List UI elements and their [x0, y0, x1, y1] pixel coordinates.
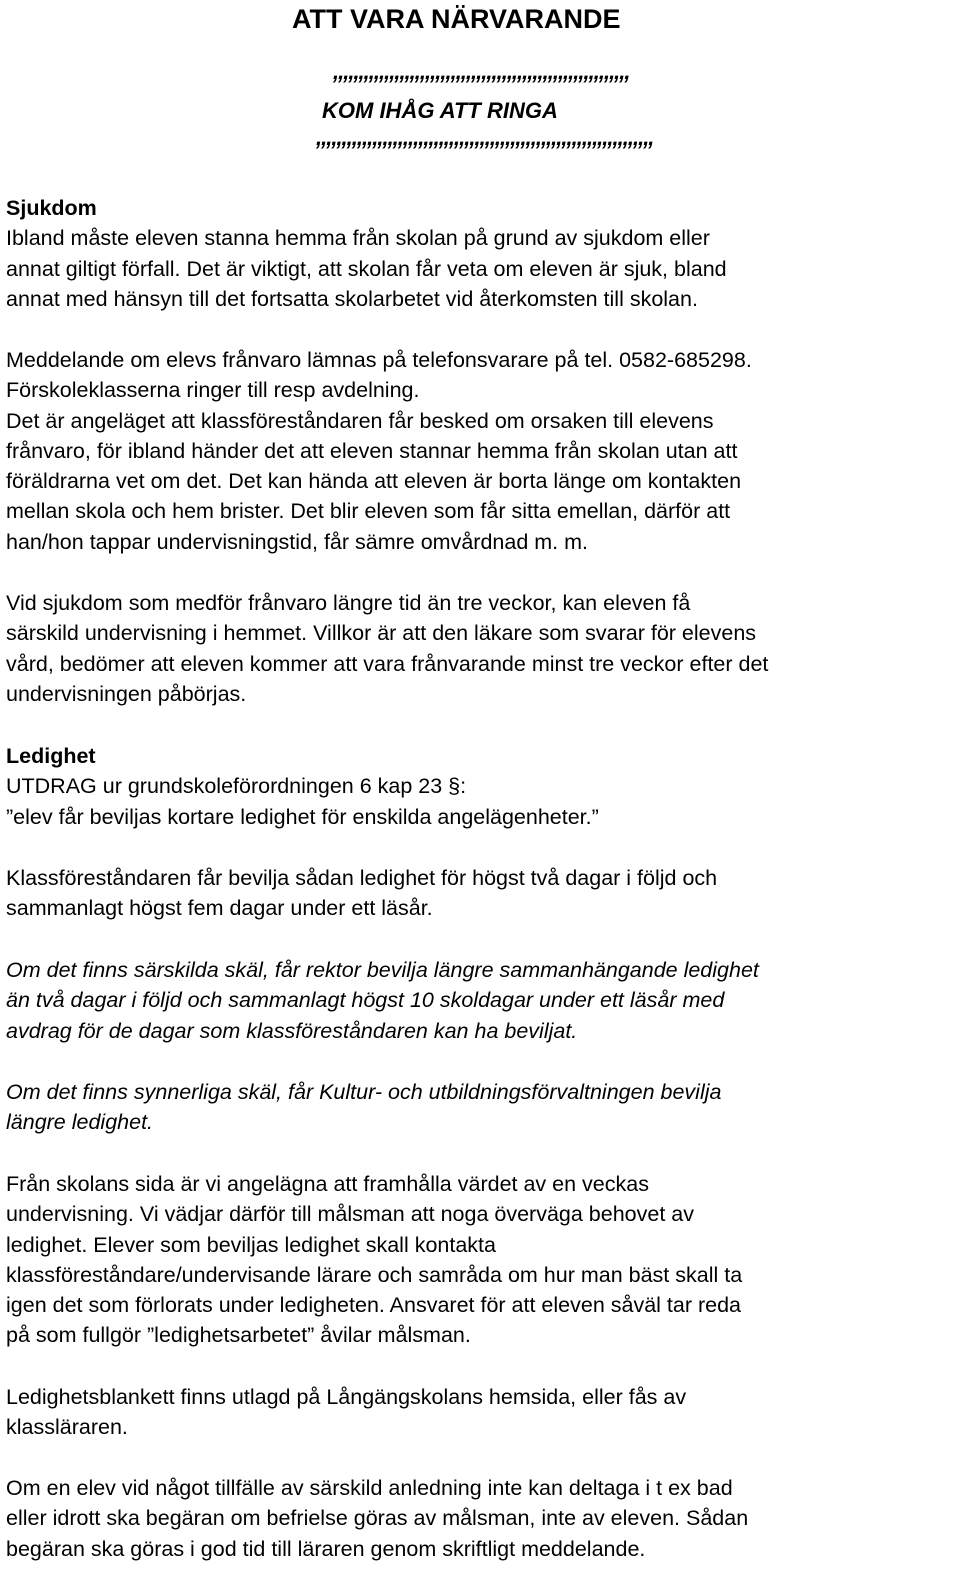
- text-line: annat med hänsyn till det fortsatta skolarbetet vid återkomsten till skolan.: [6, 286, 698, 311]
- text-line: Ibland måste eleven stanna hemma från skolan på grund av sjukdom eller: [6, 226, 710, 251]
- text-line: särskild undervisning i hemmet. Villkor är att den läkare som svarar för elevens: [6, 621, 757, 646]
- text-line: undervisningen påbörjas.: [6, 681, 247, 706]
- sjukdom-heading: Sjukdom: [6, 196, 97, 220]
- text-line: sammanlagt högst fem dagar under ett läsår.: [6, 896, 433, 921]
- text-line: eller idrott ska begäran om befrielse göras av målsman, inte av eleven. Sådan: [6, 1506, 749, 1531]
- ledighet-paragraph-6: [6, 1473, 956, 1564]
- text-line: undervisning. Vi vädjar därför till målsman att noga överväga behovet av: [6, 1202, 694, 1227]
- text-line: klassföreståndare/undervisande lärare och samråda om hur man bäst skall ta: [6, 1262, 743, 1287]
- sjukdom-paragraph-2: [6, 345, 956, 557]
- text-line: Om det finns synnerliga skäl, får Kultur- och utbildningsförvaltningen bevilja: [6, 1080, 722, 1104]
- ledighet-paragraph-4: [6, 1169, 956, 1351]
- text-line: ledighet. Elever som beviljas ledighet skall kontakta: [6, 1232, 496, 1257]
- ledighet-paragraph-2: [6, 955, 956, 1046]
- text-line: han/hon tappar undervisningstid, får sämre omvårdnad m. m.: [6, 529, 588, 554]
- text-line: annat giltigt förfall. Det är viktigt, att skolan får veta om eleven är sjuk, bland: [6, 256, 727, 281]
- ledighet-paragraph-3: [6, 1077, 956, 1138]
- text-line: ”elev får beviljas kortare ledighet för enskilda angelägenheter.”: [6, 804, 599, 829]
- text-line: igen det som förlorats under ledigheten. Ansvaret för att eleven såväl tar reda: [6, 1293, 742, 1318]
- text-line: Klassföreståndaren får bevilja sådan ledighet för högst två dagar i följd och: [6, 866, 718, 890]
- text-line: Det är angeläget att klassföreståndaren får besked om orsaken till elevens: [6, 408, 714, 433]
- page-title: ATT VARA NÄRVARANDE: [292, 4, 621, 34]
- text-line: avdrag för de dagar som klassföreståndaren kan ha beviljat.: [6, 1018, 578, 1043]
- text-line: begäran ska göras i god tid till läraren genom skriftligt meddelande.: [6, 1536, 646, 1561]
- text-line: längre ledighet.: [6, 1110, 154, 1135]
- text-line: vård, bedömer att eleven kommer att vara frånvarande minst tre veckor efter det: [6, 651, 769, 676]
- sjukdom-paragraph-3: [6, 588, 956, 709]
- text-line: Vid sjukdom som medför frånvaro längre tid än tre veckor, kan eleven få: [6, 591, 691, 615]
- text-line: föräldrarna vet om det. Det kan hända att eleven är borta länge om kontakten: [6, 469, 742, 494]
- text-line: Förskoleklasserna ringer till resp avdelning.: [6, 378, 420, 403]
- text-line: frånvaro, för ibland händer det att eleven stannar hemma från skolan utan att: [6, 438, 738, 463]
- text-line: Om en elev vid något tillfälle av särskild anledning inte kan deltaga i t ex bad: [6, 1476, 733, 1500]
- text-line: Meddelande om elevs frånvaro lämnas på telefonsvarare på tel. 0582-685298.: [6, 348, 752, 372]
- text-line: UTDRAG ur grundskoleförordningen 6 kap 23 §:: [6, 774, 467, 799]
- ledighet-paragraph-1: [6, 863, 956, 924]
- quote-marks-top: ,,,,,,,,,,,,,,,,,,,,,,,,,,,,,,,,,,,,,,,,,,,,,,,,,,,,,,,,,,: [333, 59, 630, 84]
- text-line: mellan skola och hem brister. Det blir eleven som får sitta emellan, därför att: [6, 499, 731, 524]
- text-line: än två dagar i följd och sammanlagt högst 10 skoldagar under ett läsår med: [6, 988, 725, 1013]
- ledighet-paragraph-5: [6, 1382, 956, 1443]
- text-line: på som fullgör ”ledighetsarbetet” åvilar målsman.: [6, 1323, 471, 1348]
- ledighet-section: [6, 741, 956, 832]
- text-line: Från skolans sida är vi angelägna att framhålla värdet av en veckas: [6, 1172, 649, 1196]
- quote-marks-bottom: ,,,,,,,,,,,,,,,,,,,,,,,,,,,,,,,,,,,,,,,,,,,,,,,,,,,,,,,,,,,,,,,,,,: [316, 125, 654, 150]
- text-line: klassläraren.: [6, 1415, 128, 1440]
- text-line: Om det finns särskilda skäl, får rektor bevilja längre sammanhängande ledighet: [6, 958, 759, 982]
- text-line: Ledighetsblankett finns utlagd på Långängskolans hemsida, eller fås av: [6, 1385, 687, 1409]
- remember-heading: KOM IHÅG ATT RINGA: [322, 98, 558, 123]
- sjukdom-section: [6, 193, 956, 314]
- ledighet-heading: Ledighet: [6, 744, 96, 768]
